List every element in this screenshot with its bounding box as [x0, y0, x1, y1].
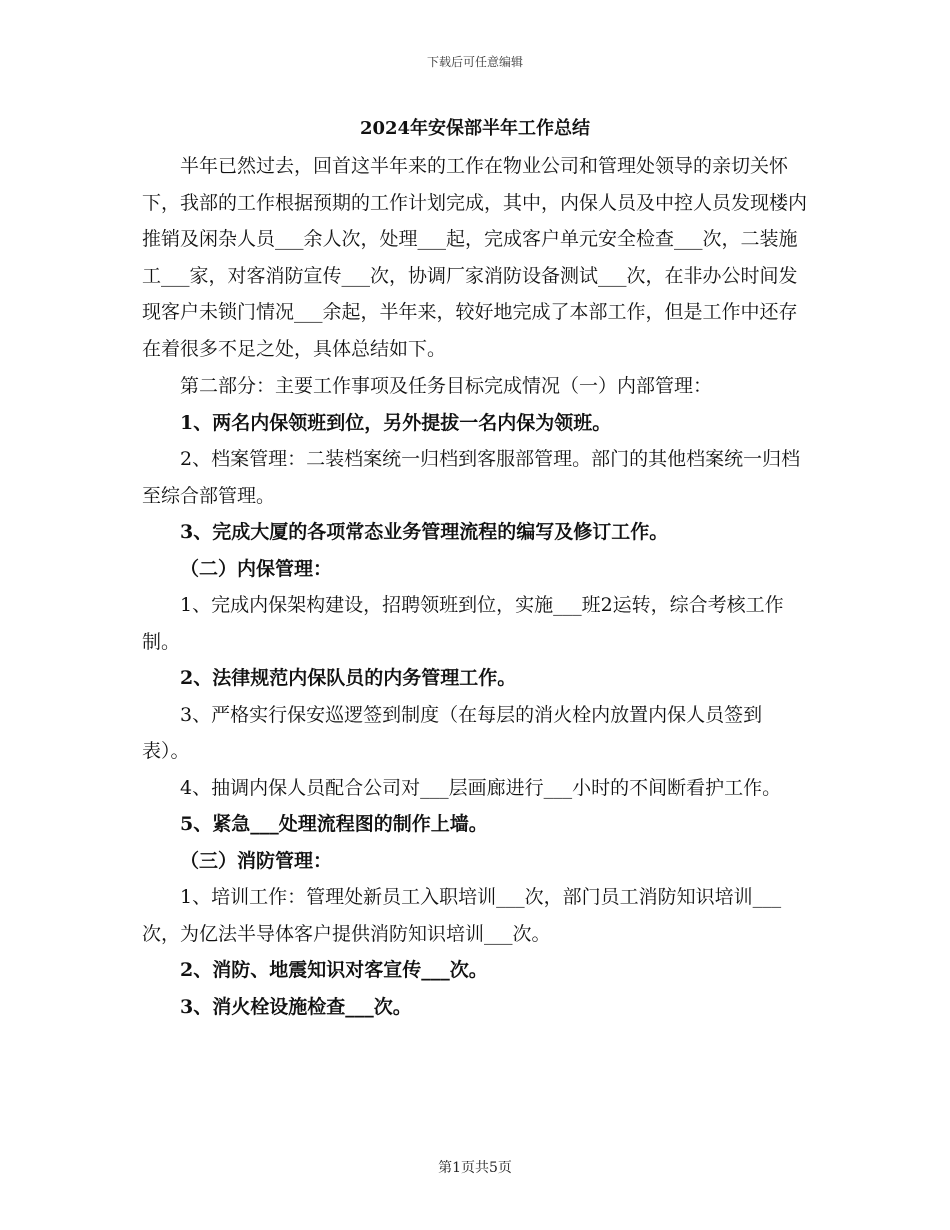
fire-item-3: 3、消火栓设施检查___次。 [180, 995, 412, 1018]
header-note: 下载后可任意编辑 [426, 55, 523, 69]
document-title: 2024年安保部半年工作总结 [359, 118, 591, 139]
intro-paragraph: 半年已然过去，回首这半年来的工作在物业公司和管理处领导的亲切关怀下，我部的工作根据预期的工作计划完成，其中，内保人员及中控人员发现楼内推销及闲杂人员___余人次，处理___起，完成客户单元安全检查___次，二装施工___家，对客消防宣传___次，协调厂家消防设备测试___次，在非办公时间发现客户未锁门情况___余起，半年来，较好地完成了本部工作，但是工作中还存在着很多不足之处，具体总结如下。 [142, 155, 808, 360]
internal-item-1: 1、两名内保领班到位，另外提拔一名内保为领班。 [180, 411, 612, 434]
security-item-3: 3、严格实行保安巡逻签到制度（在每层的消火栓内放置内保人员签到表）。 [142, 703, 763, 762]
page-footer: 第1页共5页 [438, 1160, 512, 1176]
security-heading: （二）内保管理： [180, 557, 333, 580]
internal-item-2: 2、档案管理：二装档案统一归档到客服部管理。部门的其他档案统一归档至综合部管理。 [142, 448, 801, 507]
fire-item-1: 1、培训工作：管理处新员工入职培训___次，部门员工消防知识培训___次，为亿法半导体客户提供消防知识培训___次。 [142, 886, 782, 945]
security-item-2: 2、法律规范内保队员的内务管理工作。 [180, 667, 517, 689]
fire-heading: （三）消防管理： [180, 849, 333, 872]
security-item-1: 1、完成内保架构建设，招聘领班到位，实施___班2运转，综合考核工作制。 [142, 594, 784, 653]
internal-item-3: 3、完成大厦的各项常态业务管理流程的编写及修订工作。 [180, 521, 669, 543]
fire-item-2: 2、消防、地震知识对客宣传___次。 [180, 959, 488, 981]
document-body [142, 148, 807, 1025]
security-item-5: 5、紧急___处理流程图的制作上墙。 [180, 813, 488, 835]
part-heading: 第二部分：主要工作事项及任务目标完成情况（一）内部管理： [180, 375, 713, 397]
security-item-4: 4、抽调内保人员配合公司对___层画廊进行___小时的不间断看护工作。 [180, 776, 782, 799]
